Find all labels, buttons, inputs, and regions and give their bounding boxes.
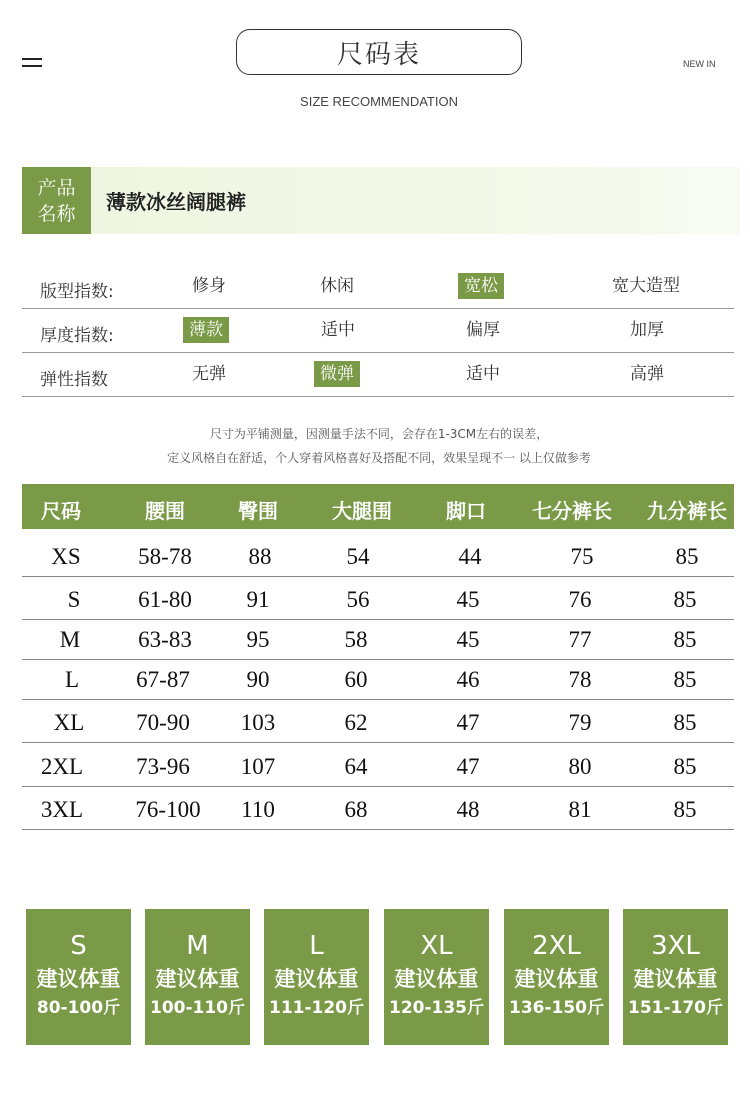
index-row-elasticity	[22, 353, 734, 397]
weight-card-m	[145, 909, 250, 1045]
weight-card-range: 111-120斤	[268, 998, 365, 1018]
thigh-cell: 62	[344, 710, 368, 735]
index-option: 休闲	[320, 276, 354, 296]
table-row	[22, 657, 734, 700]
table-row	[22, 744, 734, 787]
product-name-label	[22, 167, 91, 234]
hip-cell: 107	[240, 754, 276, 779]
index-option: 宽大造型	[612, 276, 680, 296]
hem-cell: 47	[456, 710, 480, 735]
size-table-header-cell: 七分裤长	[532, 499, 612, 523]
weight-card-label: 建议体重	[274, 967, 359, 991]
weight-card-range: 100-110斤	[149, 998, 246, 1018]
size-table-header-cell: 尺码	[41, 499, 81, 523]
hem-cell: 47	[456, 754, 480, 779]
weight-card-size: L	[309, 931, 324, 961]
thigh-cell: 58	[344, 627, 368, 652]
weight-card-size: M	[186, 931, 209, 961]
size-table-header-cell: 九分裤长	[647, 499, 727, 523]
size-table-header-cell: 腰围	[145, 499, 185, 523]
menu-icon[interactable]	[22, 58, 42, 67]
table-row	[22, 534, 734, 577]
weight-card-2xl	[504, 909, 609, 1045]
hip-cell: 95	[246, 627, 270, 652]
weight-card-3xl	[623, 909, 728, 1045]
cropped-length-cell: 77	[568, 627, 592, 652]
index-option-selected: 微弹	[314, 361, 360, 387]
size-cell: L	[64, 667, 80, 692]
waist-cell: 73-96	[136, 754, 190, 779]
table-row	[22, 617, 734, 660]
thigh-cell: 54	[346, 544, 370, 569]
cropped-length-cell: 79	[568, 710, 592, 735]
index-option: 加厚	[630, 320, 664, 340]
hip-cell: 91	[246, 587, 270, 612]
new-in-label: NEW IN	[683, 59, 716, 69]
index-option: 无弹	[192, 364, 226, 384]
index-option: 适中	[466, 364, 500, 384]
cropped-length-cell: 78	[568, 667, 592, 692]
weight-card-l	[264, 909, 369, 1045]
index-option: 修身	[192, 276, 226, 296]
ankle-length-cell: 85	[673, 710, 697, 735]
waist-cell: 61-80	[138, 587, 192, 612]
thigh-cell: 60	[344, 667, 368, 692]
cropped-length-cell: 80	[568, 754, 592, 779]
waist-cell: 58-78	[138, 544, 192, 569]
weight-card-range: 136-150斤	[508, 998, 605, 1018]
hem-cell: 45	[456, 627, 480, 652]
weight-card-size: S	[70, 931, 87, 961]
size-table-header-cell: 脚口	[446, 499, 486, 523]
weight-card-range: 80-100斤	[36, 998, 121, 1018]
waist-cell: 76-100	[135, 797, 201, 822]
weight-card-label: 建议体重	[514, 967, 599, 991]
ankle-length-cell: 85	[673, 627, 697, 652]
size-cell: XS	[51, 544, 81, 569]
product-name-label-line1: 产品	[37, 176, 76, 199]
cropped-length-cell: 76	[568, 587, 592, 612]
weight-card-label: 建议体重	[36, 967, 121, 991]
hem-cell: 45	[456, 587, 480, 612]
index-row-fit	[22, 265, 734, 309]
weight-card-label: 建议体重	[633, 967, 718, 991]
weight-card-s	[26, 909, 131, 1045]
weight-card-size: XL	[420, 931, 453, 961]
ankle-length-cell: 85	[673, 754, 697, 779]
index-label: 弹性指数	[40, 370, 108, 390]
hip-cell: 103	[240, 710, 276, 735]
size-cell: 2XL	[40, 754, 84, 779]
size-cell: M	[59, 627, 81, 652]
ankle-length-cell: 85	[673, 797, 697, 822]
product-name-label-line2: 名称	[37, 202, 76, 225]
size-table-header-cell: 臀围	[238, 499, 278, 523]
index-option: 高弹	[630, 364, 664, 384]
size-table-header-cell: 大腿围	[332, 499, 392, 523]
weight-card-label: 建议体重	[155, 967, 240, 991]
index-row-thickness	[22, 309, 734, 353]
hem-cell: 44	[458, 544, 482, 569]
hem-cell: 48	[456, 797, 480, 822]
index-label: 版型指数:	[40, 282, 114, 302]
weight-card-label: 建议体重	[394, 967, 479, 991]
index-option-selected: 薄款	[183, 317, 229, 343]
thigh-cell: 56	[346, 587, 370, 612]
hip-cell: 90	[246, 667, 270, 692]
ankle-length-cell: 85	[673, 667, 697, 692]
waist-cell: 63-83	[138, 627, 192, 652]
index-option-selected: 宽松	[458, 273, 504, 299]
product-name-value: 薄款冰丝阔腿裤	[106, 190, 246, 214]
page-subtitle: SIZE RECOMMENDATION	[300, 94, 458, 109]
weight-card-size: 3XL	[651, 931, 700, 961]
style-note: 定义风格自在舒适，个人穿着风格喜好及搭配不同，效果呈现不一 以上仅做参考	[167, 451, 591, 465]
weight-card-range: 120-135斤	[388, 998, 485, 1018]
hip-cell: 88	[248, 544, 272, 569]
size-cell: XL	[53, 710, 85, 735]
cropped-length-cell: 75	[570, 544, 594, 569]
ankle-length-cell: 85	[675, 544, 699, 569]
weight-card-size: 2XL	[532, 931, 581, 961]
weight-card-range: 151-170斤	[627, 998, 724, 1018]
weight-card-xl	[384, 909, 489, 1045]
table-row	[22, 787, 734, 830]
thigh-cell: 68	[344, 797, 368, 822]
thigh-cell: 64	[344, 754, 368, 779]
size-cell: S	[67, 587, 81, 612]
table-row	[22, 577, 734, 620]
table-row	[22, 700, 734, 743]
index-option: 偏厚	[466, 320, 500, 340]
hem-cell: 46	[456, 667, 480, 692]
cropped-length-cell: 81	[568, 797, 592, 822]
measurement-note: 尺寸为平铺测量，因测量手法不同，会存在1-3CM左右的误差，	[209, 427, 549, 441]
index-option: 适中	[321, 320, 355, 340]
size-table-header	[22, 484, 734, 529]
waist-cell: 70-90	[136, 710, 190, 735]
index-label: 厚度指数:	[40, 326, 114, 346]
ankle-length-cell: 85	[673, 587, 697, 612]
hip-cell: 110	[241, 797, 275, 822]
size-cell: 3XL	[40, 797, 84, 822]
waist-cell: 67-87	[136, 667, 190, 692]
page-title: 尺码表	[236, 29, 522, 75]
